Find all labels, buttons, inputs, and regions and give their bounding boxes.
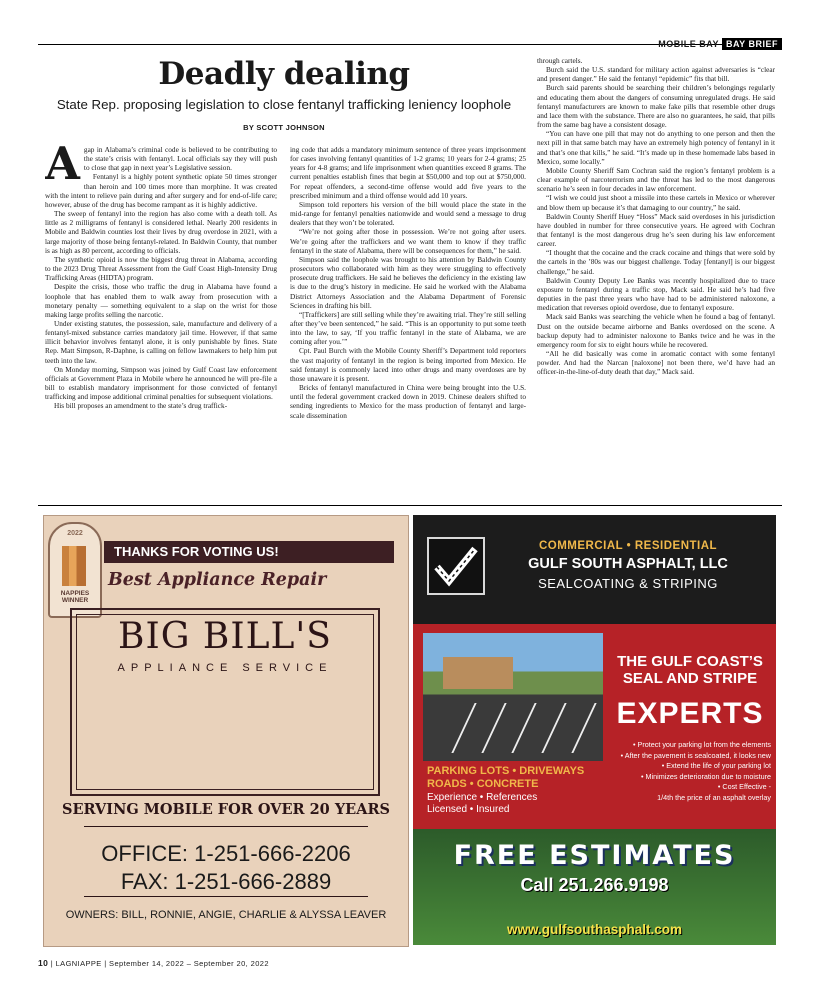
best-appliance-repair: Best Appliance Repair [108, 570, 327, 590]
col2-para: Cpt. Paul Burch with the Mobile County Sheriff’s Department told reporters the vast majority of fentanyl in the region is being imported from Mexico. He said fentanyl is commonly laced into other drugs and many overdoses are by those unaware it is present. [290, 346, 526, 383]
col1-para: Fentanyl is a highly potent synthetic opiate 50 times stronger than heroin and 100 times more than morphine. It was created with the intent to relieve pain during and after surgery and for end-of-life care; however, abuse of the drug has become rampant as it is highly addictive. [45, 172, 277, 209]
gulf-coast-heading: THE GULF COAST’S SEAL AND STRIPE [617, 653, 763, 687]
article-column-1 [45, 145, 277, 497]
benefit-item: • After the pavement is sealcoated, it looks new [620, 750, 771, 760]
section-left: MOBILE BAY [658, 39, 719, 49]
nappies-badge [48, 522, 102, 618]
col3-para: “You can have one pill that may not do anything to one person and then the next pill in that same batch may have an extremely high potency of fentanyl in it and that’s one that kills,” he said. “It’s made up in these homemade labs based in Mexico, some locally.” [537, 129, 775, 166]
publication-name: LAGNIAPPE [55, 959, 102, 968]
col3-para: “I wish we could just shoot a missile into these cartels in Mexico or wherever and blow them up because it’s that damaging to our country,” he said. [537, 193, 775, 212]
issue-dates: September 14, 2022 – September 20, 2022 [109, 959, 269, 968]
credentials-line: Licensed • Insured [427, 804, 510, 815]
col2-para: ing code that adds a mandatory minimum sentence of three years imprisonment for cases involving fentanyl quantities of 1-2 grams; 10 years for 2-4 grams; 25 years for 4-8 grams; and life imprisonment when quantities exceed 8 grams. The current penalties establish fines that begin at $50,000 and top out at $750,000. For repeat offenders, a second-time offense would add five years to the prescribed minimum and a third offense would add 10 years. [290, 145, 526, 200]
serving-tagline: SERVING MOBILE FOR OVER 20 YEARS [62, 801, 390, 818]
experts-heading: EXPERTS [616, 697, 764, 730]
byline: BY SCOTT JOHNSON [243, 123, 325, 132]
commercial-residential: COMMERCIAL • RESIDENTIAL [538, 540, 718, 552]
credentials [427, 792, 597, 816]
divider [84, 826, 368, 827]
col2-para: “We’re not going after those in possession. We’re not going after users. We’re going after the traffickers and we want them to know if they traffic fentanyl in the state of Alabama, there will be consequences for them,” he said. [290, 227, 526, 255]
services-list [427, 765, 597, 790]
badge-year: 2022 [67, 530, 83, 537]
article-column-3 [537, 56, 775, 497]
article-column-2 [290, 145, 526, 497]
sealcoating-striping: SEALCOATING & STRIPING [538, 576, 718, 591]
benefit-item: • Extend the life of your parking lot [661, 761, 771, 770]
call-phone: Call 251.266.9198 [520, 875, 669, 895]
parking-lot-photo [423, 633, 603, 761]
col3-para: Mack said Banks was searching the vehicle when he found a bag of fentanyl. Dust on the outside became airborne and Banks overdosed on the scene. A backup deputy had to administer naloxone to Banks twice and he was in the emergency room for six to eight hours while he recovered. [537, 312, 775, 349]
col1-para: On Monday morning, Simpson was joined by Gulf Coast law enforcement officials at Government Plaza in Mobile where he announced he will pre-file a bill to establish mandatory imprisonment for those convicted of fentanyl trafficking and impose additional criminal penalties for subsequent violations. [45, 364, 277, 402]
col3-para: “All he did basically was come in aromatic contact with some fentanyl powder. And had the Narcan [naloxone] not been there, we’d have had an officer-in-the-line-of-duty death that day,” Mack said. [537, 349, 775, 377]
col2-para: Simpson told reporters his version of the bill would place the state in the mid-range for fentanyl penalties nationwide and would send a message to drug dealers that they won’t be tolerated. [290, 199, 526, 228]
col1-para: His bill proposes an amendment to the state’s drug traffick- [54, 401, 228, 411]
ad-divider-rule [38, 505, 782, 506]
col1-para-0: Agap in Alabama’s criminal code is believed to be contributing to the state’s crisis with fentanyl. Local officials say they will push to close that gap in next year’s Legislative session. [45, 145, 277, 190]
section-label [658, 38, 782, 50]
col3-para: Baldwin County Deputy Lee Banks was recently hospitalized due to trace exposure to fentanyl during a traffic stop, Mack said. He said he’s had five deputies in the past three years who have had to be administered naloxone, a medication that reverses opioid overdose, due to fentanyl exposure. [537, 275, 775, 313]
office-phone: OFFICE: 1-251-666-2206 [101, 841, 351, 866]
col3-para: Burch said parents should be searching their children’s belongings regularly and educating them about the dangers of consuming unregulated drugs. He said fentanyl manufacturers are known to make fake pills that resemble other drugs and lace them with the substance. There are also no guarantees, he said, that pills from the same bag have a consistent dosage. [537, 83, 775, 130]
city-skyline-icon [62, 546, 86, 586]
benefit-item: • Minimizes deterioration due to moisture [641, 771, 771, 781]
thanks-banner: THANKS FOR VOTING US! [104, 541, 394, 563]
services-line: PARKING LOTS • DRIVEWAYS [427, 765, 585, 777]
page-footer: 10 | LAGNIAPPE | September 14, 2022 – September 20, 2022 [38, 958, 269, 968]
benefit-item: • Protect your parking lot from the elements [633, 740, 771, 749]
benefit-item: 1/4th the price of an asphalt overlay [657, 792, 771, 802]
col3-para: through cartels. [537, 56, 583, 65]
benefits-list [593, 740, 771, 803]
col3-para: “I thought that the cocaine and the crack cocaine and things that were sold by the cartels in the ’80s was our biggest challenge. Today [fentanyl] is our biggest challenge,” he said. [537, 248, 775, 276]
badge-label: NAPPIES WINNER [60, 590, 90, 604]
headline: Deadly dealing [158, 56, 410, 92]
business-name: BIG BILL'S [118, 616, 332, 657]
free-estimates: FREE ESTIMATES [453, 840, 736, 871]
owners-line: OWNERS: BILL, RONNIE, ANGIE, CHARLIE & ALYSSA LEAVER [65, 909, 387, 921]
divider [84, 896, 368, 897]
deck: State Rep. proposing legislation to close fentanyl trafficking leniency loophole [56, 97, 512, 112]
col1-para: The synthetic opioid is now the biggest drug threat in Alabama, according to the 2023 Drug Threat Assessment from the Gulf Coast High-Intensity Drug Trafficking Areas (HIDTA) program. [45, 254, 277, 283]
col2-para: Bricks of fentanyl manufactured in China were being brought into the U.S. until the federal government cracked down in 2019. Chinese dealers shifted to sending ingredients to Mexico for the mass production of fentanyl and large-scale dissemination [290, 383, 526, 420]
col1-para: Despite the crisis, those who traffic the drug in Alabama have found a loophole that has enabled them to walk away from prosecution with a monetary penalty — something equivalent to a slap on the wrist for those making large profits selling the narcotic. [45, 282, 277, 319]
col1-para: Under existing statutes, the possession, sale, manufacture and delivery of a fentanyl-mixed substance carries mandatory jail time. However, if that same illicit behavior involves fentanyl alone, it is only punishable by fines. State Rep. Matt Simpson, R-Daphne, is calling on fellow lawmakers to help him put teeth into the law. [45, 318, 277, 365]
fax-number: FAX: 1-251-666-2889 [120, 869, 332, 894]
building-shape [443, 657, 513, 689]
website-link[interactable]: www.gulfsouthasphalt.com [506, 922, 682, 937]
section-right: BAY BRIEF [722, 38, 782, 50]
page-number: 10 [38, 958, 49, 968]
benefit-item: • Cost Effective - [717, 782, 771, 791]
checkmark-road-logo-icon [427, 537, 485, 595]
company-name: GULF SOUTH ASPHALT, LLC [528, 556, 728, 572]
col1-para: The sweep of fentanyl into the region has also come with a death toll. As little as 2 milligrams of fentanyl is considered lethal. Nearly 200 residents in Mobile and Baldwin counties lost their lives by drug overdose in 2021, with a large majority of those being fentanyl-related. In Baldwin County, that number is as high as 80 percent, according to officials. [45, 209, 277, 255]
col2-para: Simpson said the loophole was brought to his attention by Baldwin County prosecutors who collaborated with him as they were struggling to effectively prosecute drug traffickers. He said he believes the deficiency in the existing law is due to the drug’s history in medicine. He said he worked with the Alabama District Attorneys Association and the Alabama Department of Forensic Sciences in drafting his bill. [290, 254, 526, 310]
col3-para: Burch said the U.S. standard for military action against adversaries is “clear and present danger.” He said the fentanyl “epidemic” fits that bill. [537, 65, 775, 84]
gulf-south-asphalt-ad[interactable] [413, 515, 776, 945]
business-subtitle: APPLIANCE SERVICE [117, 662, 333, 674]
col3-para: Baldwin County Sheriff Huey “Hoss” Mack said overdoses in his jurisdiction have doubled in number for three consecutive years. He agreed with Cochran that fentanyl is the most dangerous drug he’s seen during his law enforcement career. [537, 211, 775, 249]
col3-para: Mobile County Sheriff Sam Cochran said the region’s fentanyl problem is a clear example of narcoterrorism and the threat has led to the most dangerous scenario he’s seen in four decades in law enforcement. [537, 165, 775, 194]
dropcap: A [45, 145, 80, 190]
col2-para: “[Traffickers] are still selling while they’re awaiting trial. They’re still selling after they’ve been sentenced,” he said. “This is an opportunity to put some teeth into the law, to say, ‘If you traffic fentanyl in the state of Alabama, we are coming after you.’” [290, 309, 526, 347]
services-line: ROADS • CONCRETE [427, 777, 539, 790]
credentials-line: Experience • References [427, 792, 538, 803]
big-bills-ad[interactable] [43, 515, 409, 947]
